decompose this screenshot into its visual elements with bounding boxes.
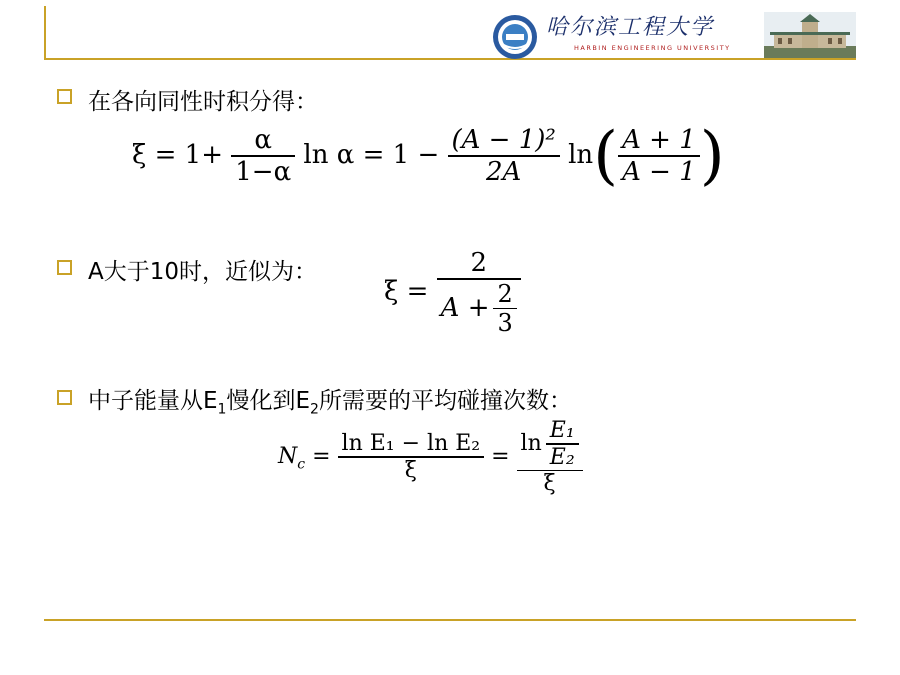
eq1-num-c xyxy=(618,125,700,155)
eq2-inner-fraction xyxy=(493,280,516,338)
eq3-inner-fraction xyxy=(546,418,579,470)
eq1-num-b-text: (A − 1)² xyxy=(451,125,556,156)
eq1-left-paren: ( xyxy=(593,119,619,193)
eq1-plus: + xyxy=(201,140,223,170)
eq2-den-a: A + xyxy=(440,293,490,324)
eq3-num1: ln E₁ − ln E₂ xyxy=(341,431,481,457)
eq1-one: 1 xyxy=(184,140,202,170)
eq3-lhs: N xyxy=(278,444,298,469)
eq3-equals-2: = xyxy=(491,444,510,469)
equation-2 xyxy=(384,248,521,337)
bullet-2-text: A大于10时，近似为： xyxy=(88,259,318,285)
eq1-fraction-alpha xyxy=(231,125,295,187)
bullet-3-text-a: 中子能量从E xyxy=(88,388,218,414)
eq2-equals: = xyxy=(406,276,429,307)
eq2-xi: ξ xyxy=(384,276,399,307)
university-emblem-icon xyxy=(492,14,538,60)
header-rule xyxy=(44,58,856,60)
eq1-xi: ξ xyxy=(132,140,147,170)
eq1-fraction-b xyxy=(448,125,560,187)
university-name-en: HARBIN ENGINEERING UNIVERSITY xyxy=(574,44,731,52)
bullet-3-sub-1: 1 xyxy=(217,401,227,418)
eq3-fraction-2 xyxy=(517,418,583,496)
eq1-one-minus: 1 − xyxy=(392,140,440,170)
eq1-ln-alpha: ln α xyxy=(303,140,355,170)
bullet-3-text-b: 慢化到E xyxy=(226,388,311,414)
eq1-alpha: α xyxy=(254,125,272,156)
eq2-inner-num: 2 xyxy=(497,279,513,308)
eq1-den-c-text: A − 1 xyxy=(622,156,696,187)
eq3-fraction-1 xyxy=(338,431,485,483)
eq3-lhs-sub xyxy=(297,456,305,472)
eq3-equals: = xyxy=(312,444,331,469)
bullet-2-marker xyxy=(57,260,72,275)
eq3-inner-top: E₁ xyxy=(549,418,575,443)
bullet-1-marker xyxy=(57,89,72,104)
footer-rule xyxy=(44,619,856,621)
eq3-inner-bot: E₂ xyxy=(549,444,575,470)
bullet-3-sub-2: 2 xyxy=(310,401,319,418)
equation-1 xyxy=(132,119,725,193)
bullet-3-text xyxy=(88,382,572,418)
eq1-den-b xyxy=(482,157,525,187)
eq1-fraction-c xyxy=(618,125,700,187)
eq1-equals-2: = xyxy=(362,140,385,170)
eq1-one-minus-alpha: 1−α xyxy=(235,156,292,187)
header-vertical-rule xyxy=(44,6,46,60)
university-name-cn: 哈尔滨工程大学 xyxy=(546,15,715,40)
eq2-fraction xyxy=(437,248,521,337)
eq3-lhs-sub-text: c xyxy=(297,456,306,473)
eq3-num2-ln: ln xyxy=(520,431,542,457)
eq3-den1: ξ xyxy=(404,457,417,483)
eq1-den-c xyxy=(618,157,700,187)
eq2-num: 2 xyxy=(470,248,487,278)
bullet-1-text: 在各向同性时积分得： xyxy=(88,89,318,115)
eq1-right-paren: ) xyxy=(699,119,725,193)
eq1-den-b-text: 2A xyxy=(486,156,522,187)
equation-3 xyxy=(278,418,583,496)
eq3-den2: ξ xyxy=(543,471,556,496)
bullet-3-text-c: 所需要的平均碰撞次数： xyxy=(318,388,572,414)
campus-building-image xyxy=(764,12,856,58)
eq1-ln: ln xyxy=(568,140,594,170)
eq3-num2 xyxy=(517,418,583,470)
eq1-equals: = xyxy=(154,140,177,170)
bullet-3-marker xyxy=(57,390,72,405)
eq2-inner-den: 3 xyxy=(497,309,513,337)
eq1-num-c-text: A + 1 xyxy=(622,125,696,156)
eq1-num-b xyxy=(448,125,560,155)
eq2-den xyxy=(437,280,521,338)
